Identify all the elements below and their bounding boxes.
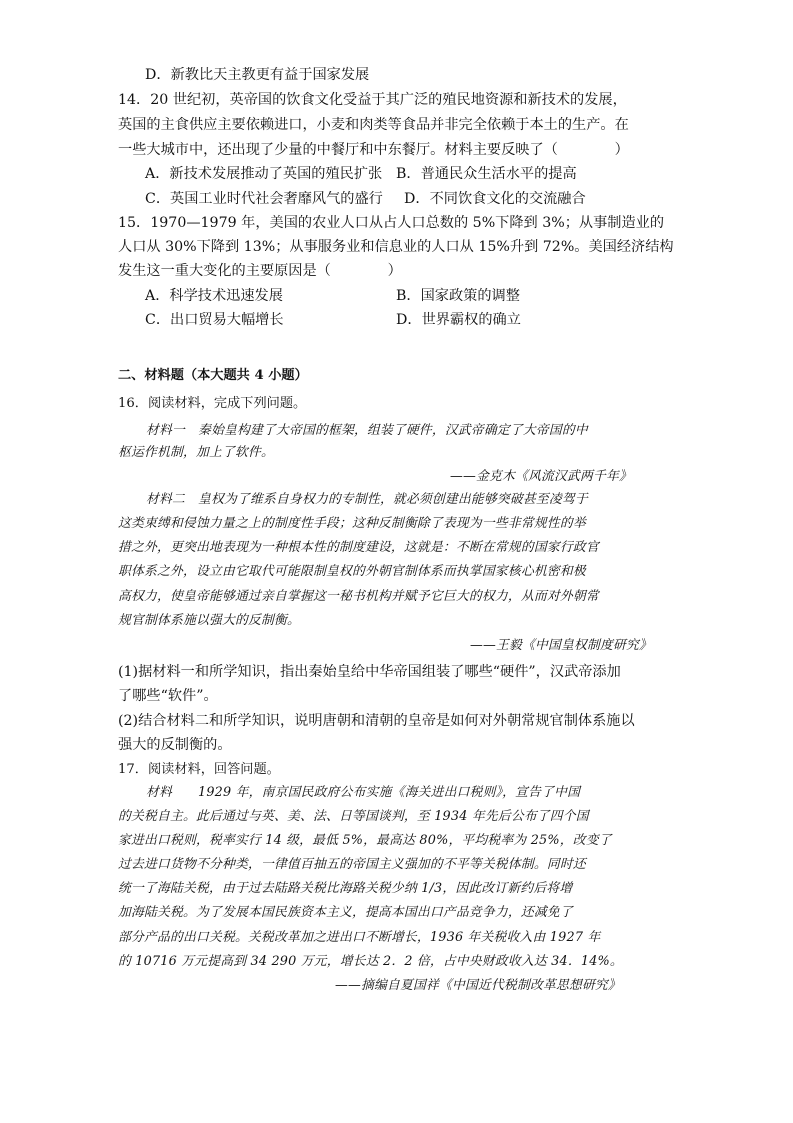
q16-material2-line-3: 措之外，更突出地表现为一种根本性的制度建设，这就是：不断在常规的国家行政官: [118, 540, 599, 555]
q14-line-3: 一些大城市中，还出现了少量的中餐厅和中东餐厅。材料主要反映了（ ）: [118, 142, 629, 158]
q17-stem: 17．阅读材料，回答问题。: [118, 762, 280, 777]
q16-material2-line-1: 材料二 皇权为了维系自身权力的专制性，就必须创建出能够突破甚至凌驾于: [146, 492, 588, 507]
q16-sub2-line-1: (2)结合材料二和所学知识，说明唐朝和清朝的皇帝是如何对外朝常规官制体系施以: [118, 713, 635, 729]
q17-material-line-2: 的关税自主。此后通过与英、美、法、日等国谈判，至 1934 年先后公布了四个国: [118, 809, 589, 824]
q17-material-line-6: 加海陆关税。为了发展本国民族资本主义，提高本国出口产品竞争力，还减免了: [118, 905, 573, 920]
q16-material2-line-5: 高权力，使皇帝能够通过亲自掌握这一秘书机构并赋予它巨大的权力，从而对外朝常: [118, 589, 599, 604]
q17-material-line-1: 材料 1929 年，南京国民政府公布实施《海关进出口税则》，宣告了中国: [146, 785, 581, 800]
q16-material2-line-4: 职体系之外，设立由它取代可能限制皇权的外朝官制体系而执掌国家核心机密和极: [118, 564, 586, 579]
q15-option-d: D．世界霸权的确立: [396, 312, 521, 328]
q15-line-1: 15．1970—1979 年，美国的农业人口从占人口总数的 5%下降到 3%；从事制造业的: [118, 215, 665, 231]
q16-material1-source: ——金克木《风流汉武两千年》: [450, 469, 632, 484]
q15-line-3: 发生这一重大变化的主要原因是（ ）: [118, 263, 402, 279]
q17-material-source: ——摘编自夏国祥《中国近代税制改革思想研究》: [335, 978, 621, 993]
section-heading: 二、材料题（本大题共 4 小题）: [118, 368, 308, 383]
q14-line-2: 英国的主食供应主要依赖进口，小麦和肉类等食品并非完全依赖于本土的生产。在: [118, 117, 629, 133]
q14-option-b: B．普通民众生活水平的提高: [396, 166, 577, 182]
q15-option-a: A．科学技术迅速发展: [145, 288, 283, 304]
q15-option-b: B．国家政策的调整: [396, 288, 520, 304]
q17-material-line-7: 部分产品的出口关税。关税改革加之进出口不断增长，1936 年关税收入由 1927 年: [118, 930, 601, 945]
q15-line-2: 人口从 30%下降到 13%；从事服务业和信息业的人口从 15%升到 72%。美国经济结构: [118, 239, 674, 255]
q16-sub1-line-2: 了哪些“软件”。: [118, 688, 218, 704]
q14-option-d: D．不同饮食文化的交流融合: [404, 191, 586, 207]
q16-sub2-line-2: 强大的反制衡的。: [118, 737, 232, 753]
q16-stem: 16．阅读材料，完成下列问题。: [118, 396, 307, 411]
q17-material-line-4: 过去进口货物不分种类，一律值百抽五的帝国主义强加的不平等关税体制。同时还: [118, 857, 586, 872]
q17-material-line-5: 统一了海陆关税，由于过去陆路关税比海路关税少纳 1/3，因此改订新约后将增: [118, 881, 573, 896]
q14-option-a: A．新技术发展推动了英国的殖民扩张: [145, 166, 383, 182]
q16-sub1-line-1: (1)据材料一和所学知识，指出秦始皇给中华帝国组装了哪些“硬件”，汉武帝添加: [118, 664, 621, 680]
q16-material2-line-2: 这类束缚和侵蚀力量之上的制度性手段；这种反制衡除了表现为一些非常规性的举: [118, 516, 586, 531]
q14-line-1: 14．20 世纪初，英帝国的饮食文化受益于其广泛的殖民地资源和新技术的发展，: [118, 92, 627, 108]
q15-option-c: C．出口贸易大幅增长: [145, 312, 284, 328]
q16-material1-line-2: 枢运作机制，加上了软件。: [118, 445, 274, 460]
q14-option-c: C．英国工业时代社会奢靡风气的盛行: [145, 191, 383, 207]
q13-option-d: D．新教比天主教更有益于国家发展: [145, 67, 370, 83]
q17-material-line-8: 的 10716 万元提高到 34 290 万元，增长达 2．2 倍，占中央财政收入达 34．14%。: [118, 954, 623, 969]
q16-material1-line-1: 材料一 秦始皇构建了大帝国的框架，组装了硬件，汉武帝确定了大帝国的中: [146, 423, 588, 438]
q16-material2-source: ——王毅《中国皇权制度研究》: [470, 638, 652, 653]
q16-material2-line-6: 规官制体系施以强大的反制衡。: [118, 613, 300, 628]
q17-material-line-3: 家进出口税则，税率实行 14 级，最低 5%，最高达 80%，平均税率为 25%，改变了: [118, 833, 612, 848]
